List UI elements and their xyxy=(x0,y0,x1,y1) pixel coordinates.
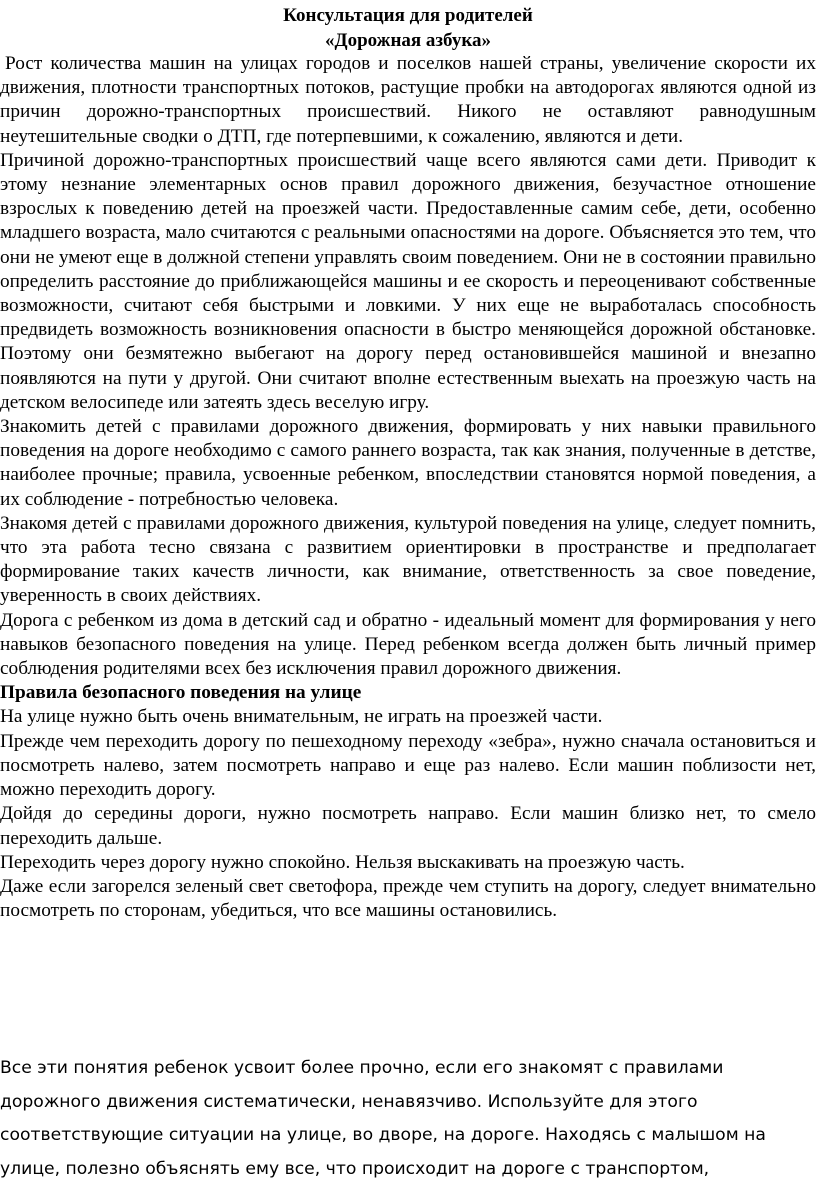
rule-item: Даже если загорелся зеленый свет светофора, прежде чем ступить на дорогу, следует внимательно посмотреть по сторонам, убедиться, что все машины остановились. xyxy=(0,875,816,922)
paragraph-early-learning: Знакомить детей с правилами дорожного движения, формировать у них навыки правильного поведения на дороге необходимо с самого раннего возраста, так как знания, полученные в детстве, наиболее прочные; правила, усвоенные ребенком, впоследствии становятся нормой поведения, а их соблюдение - потребностью человека. xyxy=(0,416,816,510)
rule-item: Переходить через дорогу нужно спокойно. Нельзя выскакивать на проезжую часть. xyxy=(0,851,685,873)
rule-item: На улице нужно быть очень внимательным, не играть на проезжей части. xyxy=(0,706,603,728)
closing-line: улице, полезно объяснять ему все, что происходит на дороге с транспортом, xyxy=(0,1158,710,1179)
paragraph-causes: Причиной дорожно-транспортных происшествий чаще всего являются сами дети. Приводит к этому незнание элементарных основ правил дорожного движения, безучастное отношение взрослых к поведению детей на проезжей части. Предоставленные самим себе, дети, особенно младшего возраста, мало считаются с реальными опасностями на дороге. Объясняется это тем, что они не умеют еще в должной степени управлять своим поведением. Они не в состоянии правильно определить расстояние до приближающейся машины и ее скорость и переоценивают собственные возможности, считают себя быстрыми и ловкими. У них еще не выработалась способность предвидеть возможность возникновения опасности в быстро меняющейся дорожной обстановке. Поэтому они безмятежно выбегают на дорогу перед остановившейся машиной и внезапно появляются на пути у другой. Они считают вполне естественным выехать на проезжую часть на детском велосипеде или затеять здесь веселую игру. xyxy=(0,149,816,413)
closing-line: дорожного движения систематически, ненавязчиво. Используйте для этого xyxy=(0,1091,698,1112)
closing-line: Все эти понятия ребенок усвоит более прочно, если его знакомят с правилами xyxy=(0,1058,724,1078)
closing-line: соответствующие ситуации на улице, во дворе, на дороге. Находясь с малышом на xyxy=(0,1125,766,1145)
paragraph-intro: Рост количества машин на улицах городов и поселков нашей страны, увеличение скорости их движения, плотности транспортных потоков, растущие пробки на автодорогах являются одной из причин дорожно-транспортных происшествий. Никого не оставляют равнодушным неутешительные сводки о ДТП, где потерпевшими, к сожалению, являются и дети. xyxy=(0,53,816,147)
document-title: Консультация для родителей xyxy=(283,5,533,26)
rules-heading: Правила безопасного поведения на улице xyxy=(0,682,362,704)
closing-paragraph xyxy=(0,1052,816,1186)
rule-item: Дойдя до середины дороги, нужно посмотреть направо. Если машин близко нет, то смело переходить дальше. xyxy=(0,803,816,849)
paragraph-example: Дорога с ребенком из дома в детский сад и обратно - идеальный момент для формирования у него навыков безопасного поведения на улице. Перед ребенком всегда должен быть личный пример соблюдения родителями всех без исключения правил дорожного движения. xyxy=(0,609,816,680)
document-subtitle: «Дорожная азбука» xyxy=(325,30,491,51)
paragraph-orientation: Знакомя детей с правилами дорожного движения, культурой поведения на улице, следует помнить, что эта работа тесно связана с развитием ориентировки в пространстве и предполагает формирование таких качеств личности, как внимание, ответственность за свое поведение, уверенность в своих действиях. xyxy=(0,512,816,607)
rule-item: Прежде чем переходить дорогу по пешеходному переходу «зебра», нужно сначала остановиться и посмотреть налево, затем посмотреть направо и еще раз налево. Если машин поблизости нет, можно переходить дорогу. xyxy=(0,730,816,801)
document-body xyxy=(0,52,816,923)
